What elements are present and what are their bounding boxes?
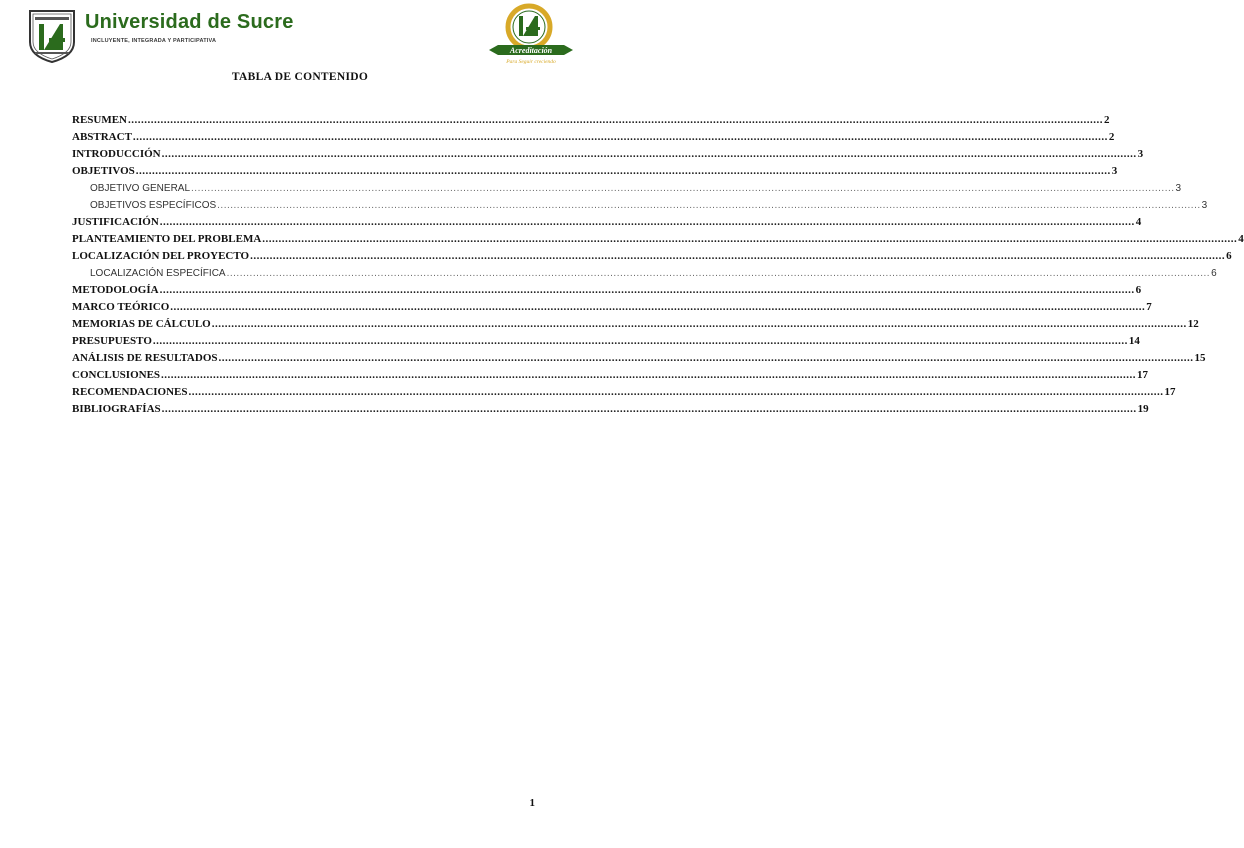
toc-dot-leader: ............................................................................................................................................................................................................................................................................................................ xyxy=(226,268,1211,279)
toc-entry-label[interactable]: OBJETIVOS xyxy=(72,165,135,177)
toc-dot-leader: ............................................................................................................................................................................................................................................................................................................ xyxy=(161,403,1137,415)
toc-entry-label[interactable]: MARCO TEÓRICO xyxy=(72,301,170,313)
toc-entry[interactable] xyxy=(72,382,1176,399)
toc-entry-page[interactable]: 6 xyxy=(1211,268,1217,279)
accreditation-motto: Para Seguir creciendo xyxy=(506,59,556,65)
toc-dot-leader: ............................................................................................................................................................................................................................................................................................................ xyxy=(159,216,1135,228)
toc-dot-leader: ............................................................................................................................................................................................................................................................................................................ xyxy=(250,250,1226,262)
toc-entry-page[interactable]: 15 xyxy=(1194,352,1206,364)
toc-entry-page[interactable]: 6 xyxy=(1135,284,1142,296)
toc-entry[interactable] xyxy=(72,399,1149,416)
toc-entry-label[interactable]: OBJETIVOS ESPECÍFICOS xyxy=(90,200,217,211)
toc-dot-leader: ............................................................................................................................................................................................................................................................................................................ xyxy=(188,386,1164,398)
toc-entry-label[interactable]: INTRODUCCIÓN xyxy=(72,148,161,160)
toc-entry-page[interactable]: 14 xyxy=(1128,335,1140,347)
toc-dot-leader: ............................................................................................................................................................................................................................................................................................................ xyxy=(132,131,1108,143)
toc-entry[interactable] xyxy=(72,263,1217,280)
accreditation-label: Acreditación xyxy=(509,46,553,55)
toc-entry-page[interactable]: 4 xyxy=(1238,233,1244,245)
table-of-contents xyxy=(72,110,1244,416)
toc-entry[interactable] xyxy=(72,161,1118,178)
toc-entry[interactable] xyxy=(72,314,1199,331)
toc-entry[interactable] xyxy=(72,331,1140,348)
toc-entry[interactable] xyxy=(72,110,1110,127)
toc-dot-leader: ............................................................................................................................................................................................................................................................................................................ xyxy=(159,284,1135,296)
toc-entry[interactable] xyxy=(72,144,1144,161)
toc-dot-leader: ............................................................................................................................................................................................................................................................................................................ xyxy=(161,369,1137,381)
toc-entry-page[interactable]: 2 xyxy=(1104,114,1110,126)
toc-entry-page[interactable]: 3 xyxy=(1111,165,1118,177)
page-header xyxy=(0,0,600,80)
toc-entry-page[interactable]: 17 xyxy=(1137,369,1149,381)
toc-entry-label[interactable]: ANÁLISIS DE RESULTADOS xyxy=(72,352,218,364)
toc-entry[interactable] xyxy=(72,127,1115,144)
toc-entry[interactable] xyxy=(72,297,1152,314)
toc-dot-leader: ............................................................................................................................................................................................................................................................................................................ xyxy=(170,301,1146,313)
toc-entry-label[interactable]: CONCLUSIONES xyxy=(72,369,161,381)
toc-entry[interactable] xyxy=(72,246,1232,263)
toc-entry[interactable] xyxy=(72,178,1182,195)
toc-entry-page[interactable]: 4 xyxy=(1135,216,1142,228)
toc-entry-label[interactable]: JUSTIFICACIÓN xyxy=(72,216,159,228)
toc-entry-page[interactable]: 2 xyxy=(1108,131,1115,143)
toc-entry-label[interactable]: LOCALIZACIÓN ESPECÍFICA xyxy=(90,268,226,279)
toc-dot-leader: ............................................................................................................................................................................................................................................................................................................ xyxy=(262,233,1238,245)
toc-entry-page[interactable]: 12 xyxy=(1187,318,1199,330)
toc-entry-label[interactable]: PLANTEAMIENTO DEL PROBLEMA xyxy=(72,233,262,245)
toc-entry-label[interactable]: METODOLOGÍA xyxy=(72,284,159,296)
toc-entry-label[interactable]: BIBLIOGRAFÍAS xyxy=(72,403,161,415)
accreditation-logo xyxy=(486,0,576,70)
university-name: Universidad de Sucre xyxy=(85,11,294,33)
toc-dot-leader: ............................................................................................................................................................................................................................................................................................................ xyxy=(161,148,1137,160)
toc-entry-page[interactable]: 6 xyxy=(1226,250,1232,262)
toc-entry-label[interactable]: OBJETIVO GENERAL xyxy=(90,183,191,194)
toc-entry-page[interactable]: 7 xyxy=(1146,301,1152,313)
toc-entry[interactable] xyxy=(72,212,1142,229)
toc-entry-label[interactable]: RESUMEN xyxy=(72,114,128,126)
toc-dot-leader: ............................................................................................................................................................................................................................................................................................................ xyxy=(218,352,1194,364)
toc-entry[interactable] xyxy=(72,280,1142,297)
toc-dot-leader: ............................................................................................................................................................................................................................................................................................................ xyxy=(152,335,1128,347)
toc-entry[interactable] xyxy=(72,365,1149,382)
toc-entry-label[interactable]: ABSTRACT xyxy=(72,131,132,143)
toc-entry[interactable] xyxy=(72,229,1244,246)
toc-dot-leader: ............................................................................................................................................................................................................................................................................................................ xyxy=(217,200,1201,211)
toc-entry-page[interactable]: 17 xyxy=(1164,386,1176,398)
toc-entry-label[interactable]: PRESUPUESTO xyxy=(72,335,152,347)
toc-dot-leader: ............................................................................................................................................................................................................................................................................................................ xyxy=(211,318,1187,330)
toc-entry-page[interactable]: 3 xyxy=(1137,148,1144,160)
toc-entry-page[interactable]: 19 xyxy=(1137,403,1149,415)
toc-dot-leader: ............................................................................................................................................................................................................................................................................................................ xyxy=(135,165,1111,177)
toc-entry-label[interactable]: LOCALIZACIÓN DEL PROYECTO xyxy=(72,250,250,262)
toc-entry-label[interactable]: MEMORIAS DE CÁLCULO xyxy=(72,318,211,330)
toc-entry-page[interactable]: 3 xyxy=(1201,200,1208,211)
toc-dot-leader: ............................................................................................................................................................................................................................................................................................................ xyxy=(191,183,1175,194)
toc-dot-leader: ............................................................................................................................................................................................................................................................................................................ xyxy=(128,114,1104,126)
university-slogan: INCLUYENTE, INTEGRADA Y PARTICIPATIVA xyxy=(91,38,217,44)
toc-title: TABLA DE CONTENIDO xyxy=(231,71,369,83)
page-number: 1 xyxy=(529,797,535,809)
toc-entry-page[interactable]: 3 xyxy=(1175,183,1182,194)
toc-entry[interactable] xyxy=(72,195,1208,212)
university-shield-logo xyxy=(27,8,77,64)
toc-entry-label[interactable]: RECOMENDACIONES xyxy=(72,386,188,398)
toc-entry[interactable] xyxy=(72,348,1206,365)
